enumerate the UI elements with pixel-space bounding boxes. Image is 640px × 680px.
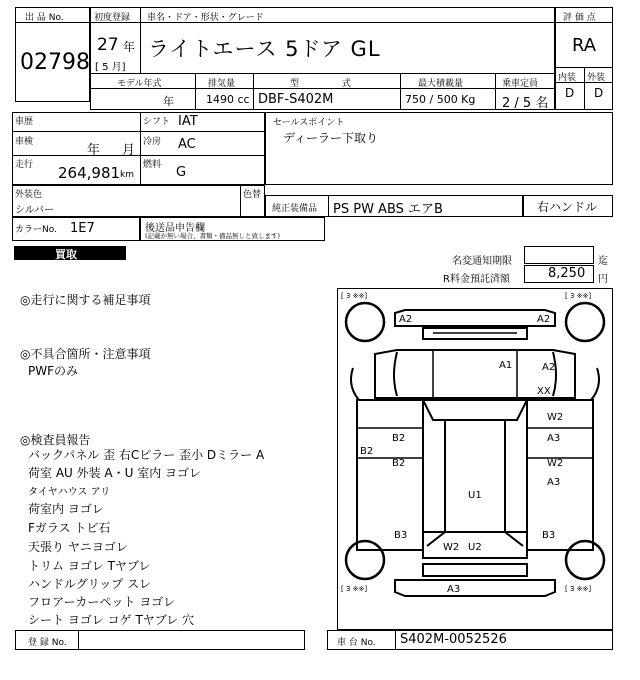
fuel-label: 燃料	[143, 160, 162, 170]
chassis-label: 車 台 No.	[337, 638, 376, 648]
reg-no-label: 登 録 No.	[28, 638, 67, 648]
first-reg-month: [ 5 月]	[95, 62, 126, 73]
displacement: 1490 cc	[206, 93, 250, 106]
history-label: 車歴	[15, 117, 34, 127]
lot-no-label: 出 品 No.	[25, 13, 64, 23]
equipment: PS PW ABS エアB	[333, 202, 443, 217]
color-no: 1E7	[70, 221, 95, 236]
running-notes-title: ◎走行に関する補足事項	[20, 293, 151, 307]
car-name-label: 車名・ドア・形状・グレード	[147, 13, 264, 23]
ac: AC	[178, 137, 196, 152]
handle: 右ハンドル	[537, 200, 598, 214]
damage-code: B2	[392, 458, 406, 469]
damage-code: U1	[468, 490, 482, 501]
damage-code: W2	[443, 542, 460, 553]
model-year-unit: 年	[163, 95, 174, 108]
damage-code: W2	[547, 458, 564, 469]
damage-code: A3	[547, 477, 561, 488]
tire-mark: [ 3 ※※]	[565, 292, 592, 300]
model-label: 型 式	[290, 79, 351, 89]
year-unit: 年	[123, 40, 136, 54]
inspector-line: 荷室内 ヨゴレ	[28, 502, 104, 516]
roof	[445, 420, 505, 532]
post-report-note: (記載が無い場合、書類・備品無しと致します)	[145, 232, 281, 240]
first-reg-label: 初度登録	[94, 13, 131, 23]
displacement-label: 排気量	[208, 79, 236, 89]
interior-label: 内装	[558, 73, 577, 83]
tire-mark: [ 3 ※※]	[341, 585, 368, 593]
inspector-line: トリム ヨゴレ Tヤブレ	[28, 559, 151, 573]
front-fender-right	[591, 368, 599, 400]
defect-line: PWFのみ	[28, 364, 79, 378]
sales-point: ディーラー下取り	[283, 131, 379, 145]
sales-point-label: セールスポイント	[273, 118, 345, 128]
max-load: 750 / 500 Kg	[405, 93, 476, 106]
inspector-line: タイヤハウス アリ	[28, 487, 111, 498]
car-name: ライトエース 5ドア GL	[148, 37, 381, 61]
mileage: 264,981	[58, 164, 121, 182]
tire-mark: [ 3 ※※]	[341, 292, 368, 300]
purchase-label: 買取	[55, 248, 77, 261]
equipment-label: 純正装備品	[272, 204, 318, 214]
recycle-unit: 円	[598, 274, 608, 285]
damage-code: B2	[392, 433, 406, 444]
damage-code: B3	[542, 530, 556, 541]
first-reg-year: 27	[97, 35, 119, 55]
damage-code: U2	[468, 542, 482, 553]
rear-plate	[423, 564, 527, 576]
exterior-grade: D	[594, 86, 604, 100]
detail-box	[12, 112, 265, 185]
inspection-label: 車検	[15, 137, 34, 147]
max-load-label: 最大積載量	[418, 79, 464, 89]
wheel-front-left	[346, 303, 384, 341]
recycle-value: 8,250	[548, 266, 586, 281]
color-no-label: カラーNo.	[15, 225, 57, 235]
score: RA	[572, 35, 597, 56]
model-year-label: モデル年式	[117, 79, 162, 89]
wheel-rear-right	[566, 541, 604, 579]
inspector-line: シート ヨゴレ コゲ Tヤブレ 穴	[28, 613, 195, 627]
front-bumper	[395, 310, 555, 326]
chassis-number: S402M-0052526	[400, 632, 507, 647]
inspector-line: 荷室 AU 外装 A・U 室内 ヨゴレ	[28, 466, 202, 480]
name-change-unit: 迄	[598, 256, 608, 267]
mileage-label: 走行	[15, 160, 34, 170]
color: シルバー	[15, 205, 55, 216]
tire-mark: [ 3 ※※]	[565, 585, 592, 593]
inspector-title: ◎検査員報告	[20, 433, 91, 447]
name-change-label: 名変通知期限	[452, 256, 512, 267]
vehicle-damage-diagram	[337, 288, 613, 630]
rear-bumper	[395, 580, 555, 596]
color-label: 外装色	[15, 190, 43, 200]
inspection-month: 月	[122, 143, 136, 158]
damage-code: A2	[399, 314, 413, 325]
damage-code: XX	[537, 386, 551, 397]
recycle-label: R料金預託済額	[443, 274, 510, 285]
inspector-line: 天張り ヤニヨゴレ	[28, 540, 128, 554]
inspection-year: 年	[87, 143, 101, 158]
damage-code: W2	[547, 412, 564, 423]
damage-code: A2	[542, 362, 556, 373]
interior-grade: D	[565, 86, 575, 100]
recolor-label: 色替	[243, 190, 262, 200]
inspector-line: フロアーカーペット ヨゴレ	[28, 595, 176, 609]
side-left	[357, 400, 423, 550]
damage-code: A3	[447, 584, 461, 595]
name-change-box	[524, 246, 594, 264]
inspector-line: Fガラス トビ石	[28, 521, 111, 535]
mileage-unit: km	[120, 170, 134, 180]
wheel-front-right	[566, 303, 604, 341]
damage-code: A2	[537, 314, 551, 325]
damage-code: B2	[360, 446, 374, 457]
inspector-line: バックパネル 歪 右Cピラー 歪小 Dミラー A	[28, 448, 265, 462]
ac-label: 冷房	[143, 137, 162, 147]
windshield	[423, 400, 527, 420]
post-report-label: 後送品申告欄	[145, 223, 205, 234]
capacity: 2 / 5 名	[502, 96, 549, 111]
model: DBF-S402M	[258, 92, 334, 107]
shift-label: シフト	[143, 117, 171, 127]
score-label: 評 価 点	[563, 13, 596, 23]
exterior-label: 外装	[587, 73, 606, 83]
fuel: G	[176, 165, 187, 180]
lot-number: 02798	[20, 50, 90, 75]
wheel-rear-left	[346, 541, 384, 579]
damage-code: A3	[547, 433, 561, 444]
defects-title: ◎不具合箇所・注意事項	[20, 347, 151, 361]
capacity-label: 乗車定員	[502, 79, 539, 89]
front-fender-left	[351, 368, 359, 400]
inspector-line: ハンドルグリップ スレ	[28, 577, 152, 591]
damage-code: B3	[394, 530, 408, 541]
shift: IAT	[178, 114, 198, 129]
damage-code: A1	[499, 360, 513, 371]
